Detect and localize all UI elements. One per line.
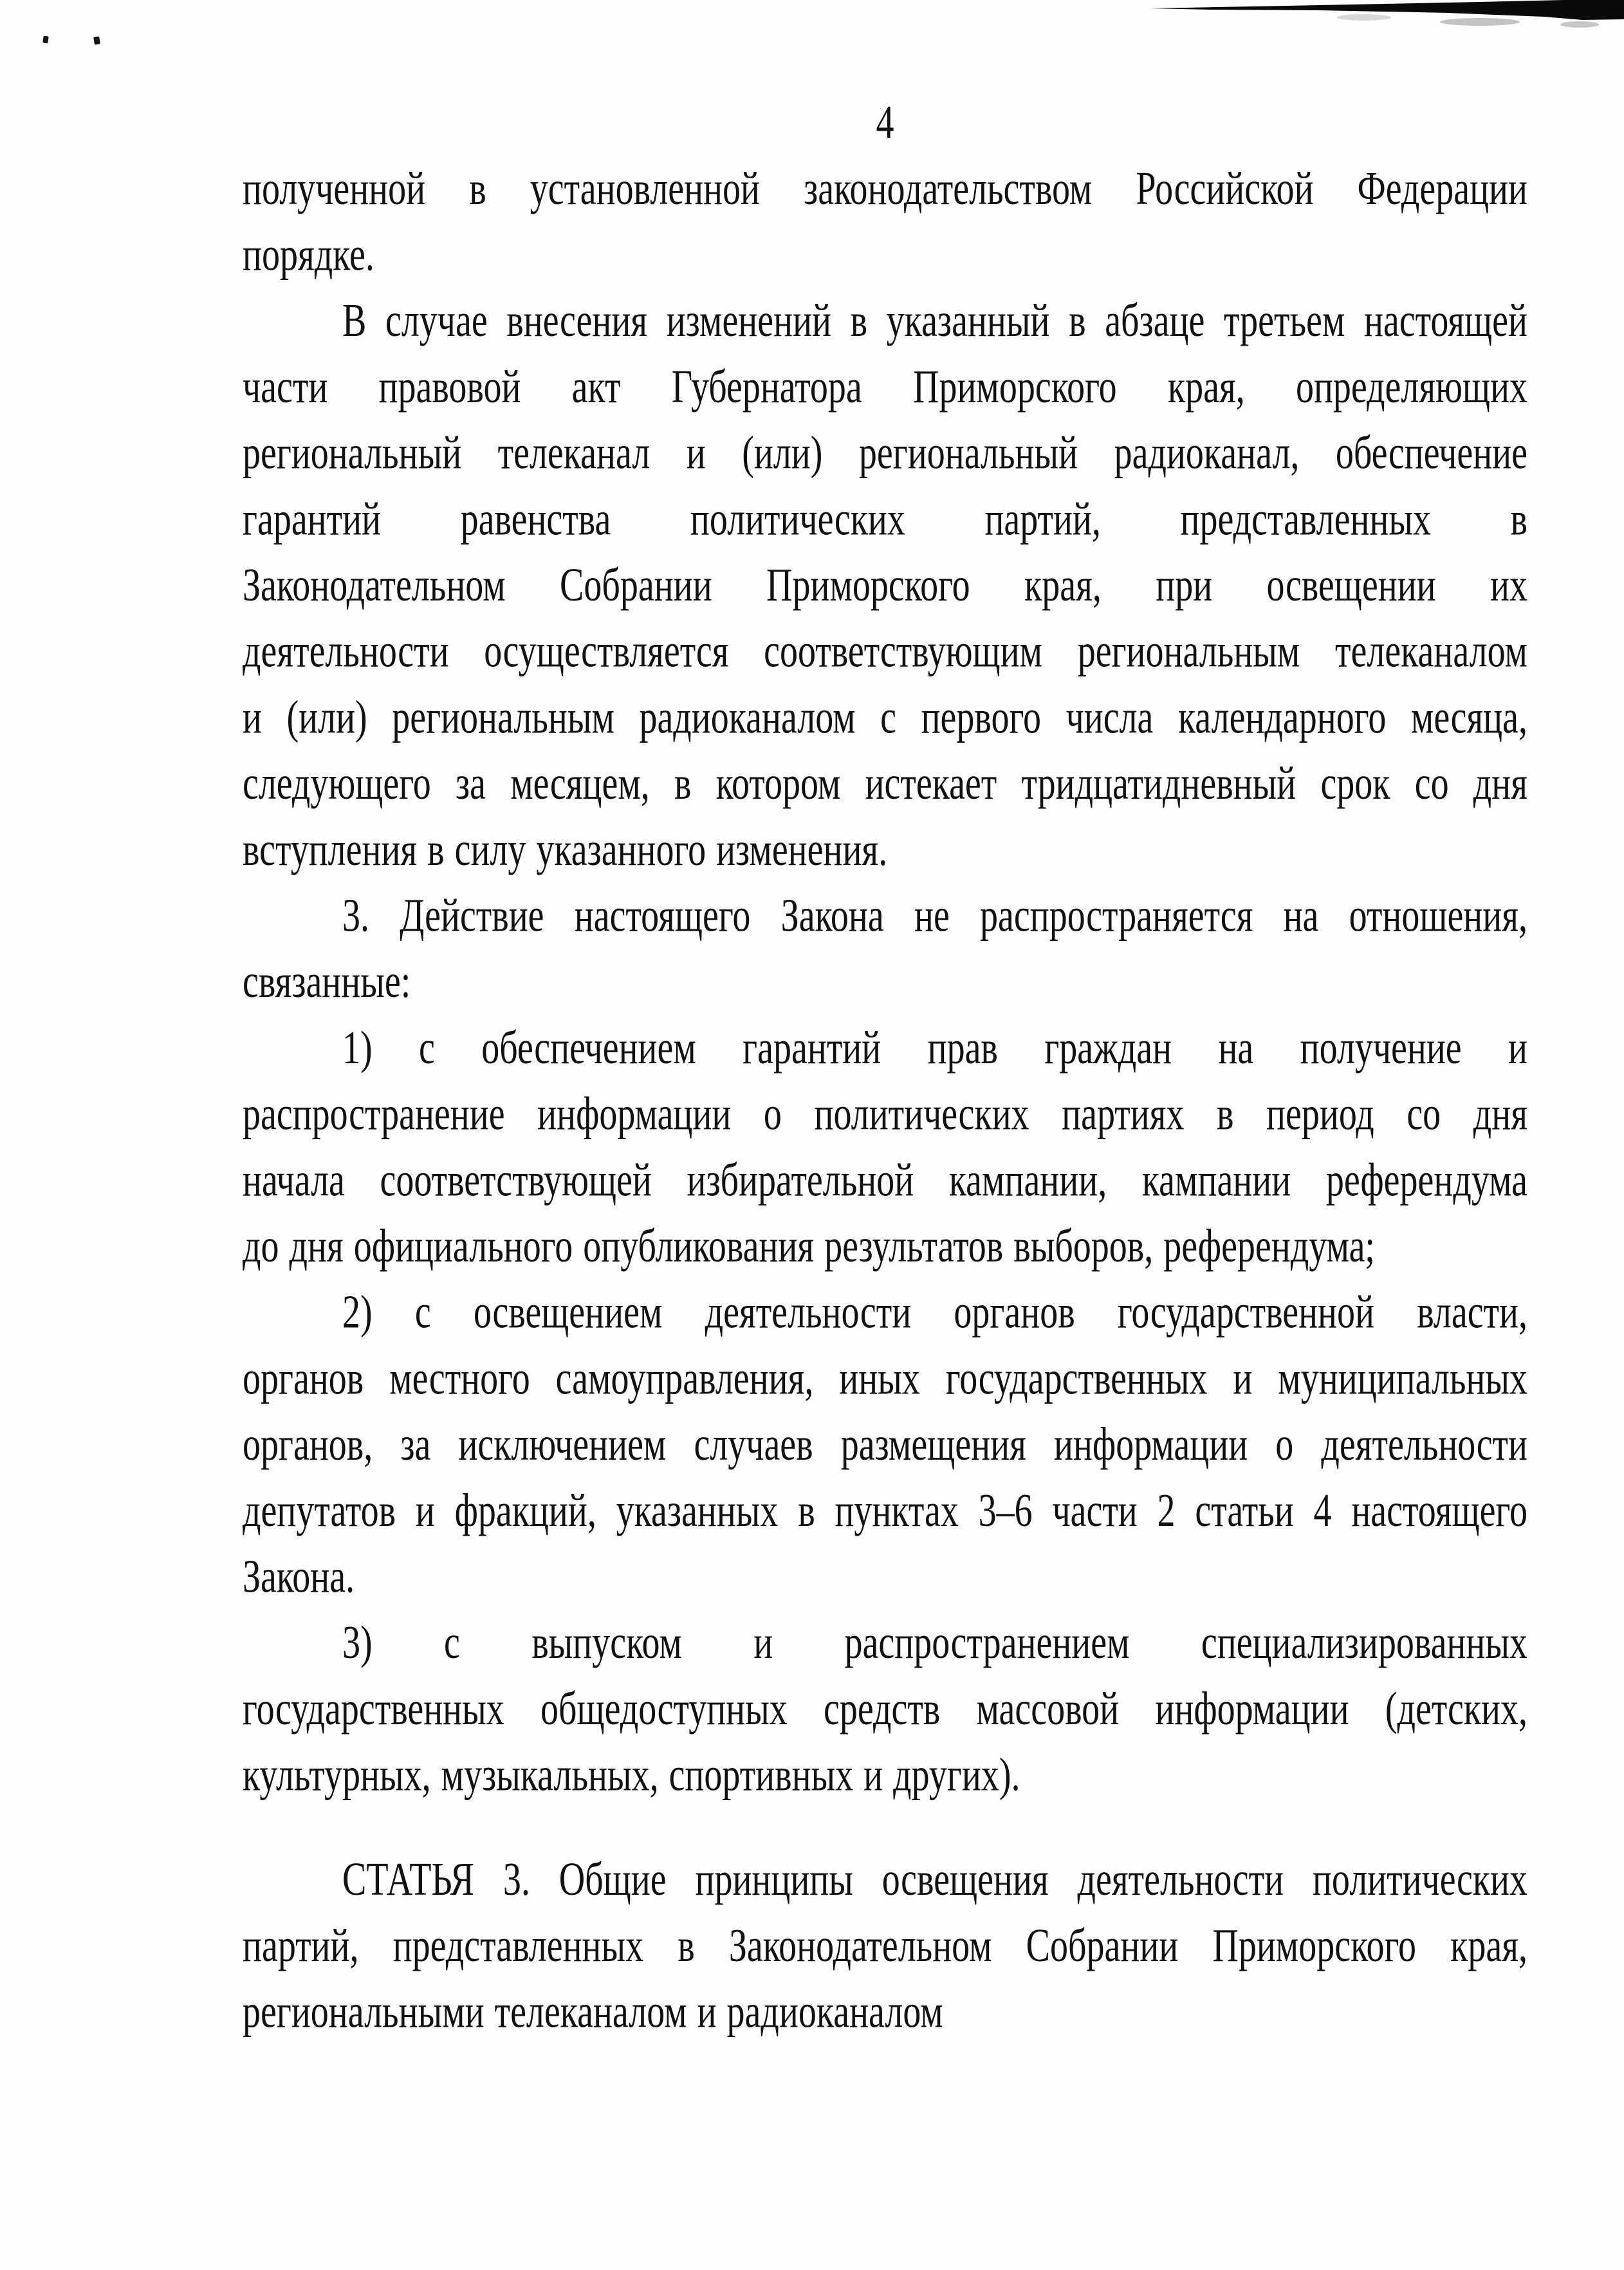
paragraph <box>243 1280 1527 1610</box>
ink-speck-artifact <box>42 35 48 43</box>
text-line: и (или) региональным радиоканалом с первого числа календарного месяца, <box>243 691 1527 744</box>
text-line: партий, представленных в Законодательном Собрании Приморского края, <box>243 1920 1527 1972</box>
paragraph <box>243 156 1527 288</box>
text-line: гарантий равенства политических партий, представленных в <box>243 493 1527 546</box>
text-line: до дня официального опубликования результатов выборов, референдума; <box>243 1220 1375 1272</box>
text-line: части правовой акт Губернатора Приморского края, определяющих <box>243 361 1527 413</box>
text-line: органов, за исключением случаев размещения информации о деятельности <box>243 1419 1527 1471</box>
text-line: 1) с обеспечением гарантий прав граждан на получение и <box>342 1022 1527 1074</box>
article-heading <box>243 1847 1527 2045</box>
text-line: органов местного самоуправления, иных государственных и муниципальных <box>243 1352 1527 1405</box>
ink-speck-artifact <box>93 36 100 44</box>
text-line: связанные: <box>243 956 411 1009</box>
paragraph <box>243 883 1527 1015</box>
text-line: региональными телеканалом и радиоканалом <box>243 1986 943 2038</box>
text-line: деятельности осуществляется соответствующим региональным телеканалом <box>243 626 1527 678</box>
text-line: 2) с освещением деятельности органов государственной власти, <box>342 1286 1527 1339</box>
text-line: Законодательном Собрании Приморского края, при освещении их <box>243 559 1527 611</box>
text-line: региональный телеканал и (или) региональный радиоканал, обеспечение <box>243 427 1527 479</box>
page-number: 4 <box>876 97 894 149</box>
text-line: государственных общедоступных средств массовой информации (детских, <box>243 1683 1527 1735</box>
text-line: 3) с выпуском и распространением специализированных <box>342 1617 1527 1670</box>
text-line: 3. Действие настоящего Закона не распространяется на отношения, <box>342 889 1527 942</box>
text-line: культурных, музыкальных, спортивных и других). <box>243 1749 1020 1801</box>
text-line: порядке. <box>243 228 374 281</box>
paragraph <box>243 288 1527 883</box>
text-line: Закона. <box>243 1550 355 1603</box>
text-line: распространение информации о политических партиях в период со дня <box>243 1088 1527 1140</box>
paragraph <box>243 1610 1527 1809</box>
document-text <box>243 90 1527 2045</box>
text-line: В случае внесения изменений в указанный в абзаце третьем настоящей <box>342 295 1527 348</box>
text-line: полученной в установленной законодательством Российской Федерации <box>243 163 1527 215</box>
text-line: СТАТЬЯ 3. Общие принципы освещения деятельности политических <box>342 1854 1527 1906</box>
text-line: начала соответствующей избирательной кампании, кампании референдума <box>243 1154 1527 1207</box>
scanner-streak-artifact <box>0 0 1624 45</box>
text-line: следующего за месяцем, в котором истекает тридцатидневный срок со дня <box>243 758 1527 810</box>
text-line: депутатов и фракций, указанных в пунктах 3–6 части 2 статьи 4 настоящего <box>243 1485 1527 1537</box>
paragraph <box>243 1016 1527 1280</box>
text-line: вступления в силу указанного изменения. <box>243 824 888 876</box>
